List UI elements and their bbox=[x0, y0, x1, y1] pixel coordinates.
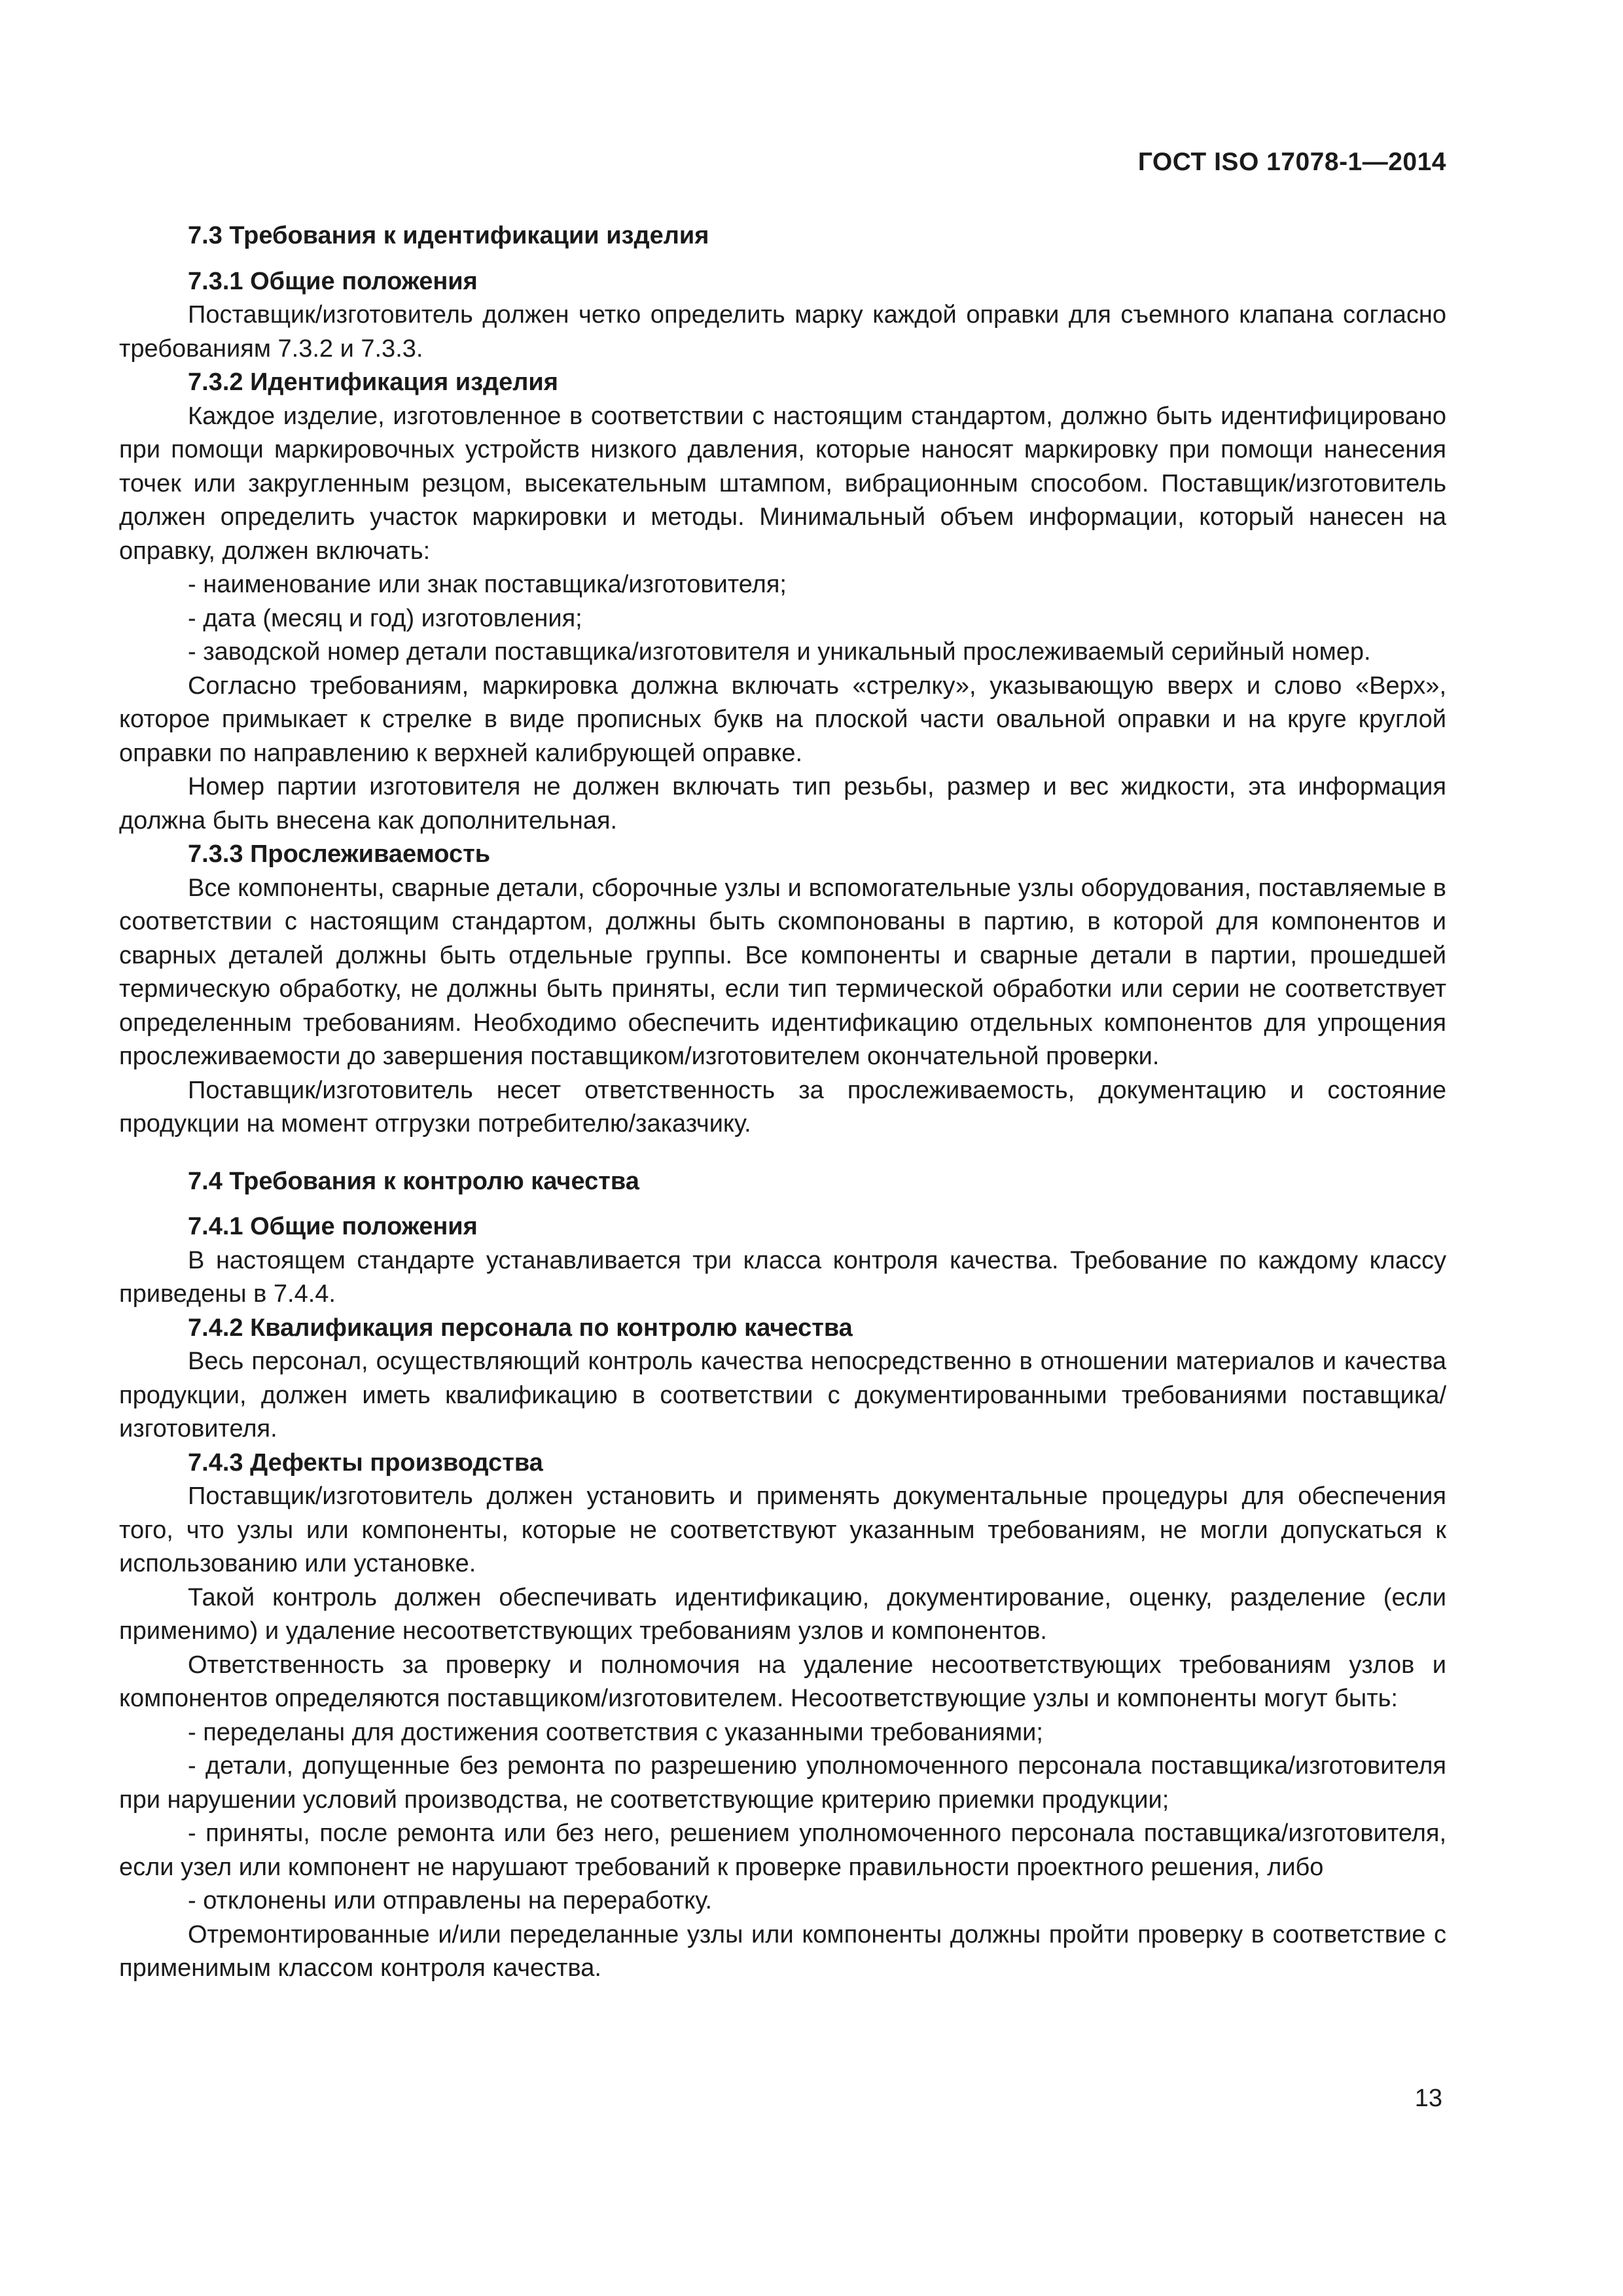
section-7-3-heading: 7.3 Требования к идентификации изделия bbox=[188, 222, 709, 249]
paragraph: Все компоненты, сварные детали, сборочные узлы и вспомогательные узлы оборудования, поставляемые в соответствии с настоящим стандартом, должны быть скомпонованы в партию, в которой для компонентов и сварных деталей должны быть отдельные группы. Все компоненты и сварные детали в партии, прошедшей термическую обработку, не должны быть приняты, если тип термической обработки или серии не соответствует определенным требованиям. Необходимо обеспечить идентификацию отдельных компонентов для упрощения прослеживаемости до завершения поставщиком/изготовителем окончательной проверки. bbox=[119, 874, 1446, 1070]
section-7-3-1-heading: 7.3.1 Общие положения bbox=[188, 267, 478, 295]
paragraph: Номер партии изготовителя не должен включать тип резьбы, размер и вес жидкости, эта информация должна быть внесена как дополнительная. bbox=[119, 773, 1446, 834]
document-id-header: ГОСТ ISO 17078-1—2014 bbox=[1137, 148, 1446, 176]
paragraph: Весь персонал, осуществляющий контроль качества непосредственно в отношении материалов и качества продукции, должен иметь квалификацию в соответствии с документированными требованиями поставщика/изготовителя. bbox=[119, 1348, 1446, 1443]
list-item: - отклонены или отправлены на переработку. bbox=[188, 1887, 713, 1914]
paragraph: Отремонтированные и/или переделанные узлы или компоненты должны пройти проверку в соответствие с применимым классом контроля качества. bbox=[119, 1920, 1446, 1982]
list-item: - переделаны для достижения соответствия с указанными требованиями; bbox=[188, 1718, 1043, 1746]
paragraph: Такой контроль должен обеспечивать идентификацию, документирование, оценку, разделение (если применимо) и удаление несоответствующих требованиям узлов и компонентов. bbox=[119, 1583, 1446, 1645]
page-body bbox=[119, 219, 1446, 1986]
section-7-4-3-heading: 7.4.3 Дефекты производства bbox=[188, 1448, 543, 1477]
paragraph: Каждое изделие, изготовленное в соответствии с настоящим стандартом, должно быть идентифицировано при помощи маркировочных устройств низкого давления, которые наносят маркировку при помощи нанесения точек или закругленным резцом, высекательным штампом, вибрационным способом. Поставщик/изготовитель должен определить участок маркировки и методы. Минимальный объем информации, который нанесен на оправку, должен включать: bbox=[119, 402, 1446, 565]
paragraph: В настоящем стандарте устанавливается три класса контроля качества. Требование по каждому классу приведены в 7.4.4. bbox=[119, 1246, 1446, 1308]
list-item: - заводской номер детали поставщика/изготовителя и уникальный прослеживаемый серийный номер. bbox=[188, 638, 1371, 666]
list-item: - приняты, после ремонта или без него, решением уполномоченного персонала поставщика/изготовителя, если узел или компонент не нарушают требований к проверке правильности проектного решения, либо bbox=[119, 1820, 1446, 1881]
list-item: - дата (месяц и год) изготовления; bbox=[188, 604, 582, 632]
paragraph: Поставщик/изготовитель должен установить и применять документальные процедуры для обеспечения того, что узлы или компоненты, которые не соответствуют указанным требованиям, не могли допускаться к использованию или установке. bbox=[119, 1482, 1446, 1577]
section-7-4-1-heading: 7.4.1 Общие положения bbox=[188, 1213, 478, 1240]
list-item: - детали, допущенные без ремонта по разрешению уполномоченного персонала поставщика/изготовителя при нарушении условий производства, не соответствующие критерию приемки продукции; bbox=[119, 1752, 1446, 1814]
paragraph: Поставщик/изготовитель должен четко определить марку каждой оправки для съемного клапана согласно требованиям 7.3.2 и 7.3.3. bbox=[119, 301, 1446, 363]
list-item: - наименование или знак поставщика/изготовителя; bbox=[188, 571, 787, 598]
section-7-3-3-heading: 7.3.3 Прослеживаемость bbox=[188, 840, 491, 868]
section-7-4-heading: 7.4 Требования к контролю качества bbox=[188, 1167, 639, 1195]
page-number: 13 bbox=[1414, 2085, 1442, 2112]
section-7-4-2-heading: 7.4.2 Квалификация персонала по контролю качества bbox=[188, 1314, 853, 1342]
paragraph: Ответственность за проверку и полномочия на удаление несоответствующих требованиям узлов и компонентов определяются поставщиком/изготовителем. Несоответствующие узлы и компоненты могут быть: bbox=[119, 1651, 1446, 1712]
section-7-3-2-heading: 7.3.2 Идентификация изделия bbox=[188, 368, 558, 396]
paragraph: Поставщик/изготовитель несет ответственность за прослеживаемость, документацию и состояние продукции на момент отгрузки потребителю/заказчику. bbox=[119, 1076, 1446, 1138]
paragraph: Согласно требованиям, маркировка должна включать «стрелку», указывающую вверх и слово «Верх», которое примыкает к стрелке в виде прописных букв на плоской части овальной оправки и на круге круглой оправки по направлению к верхней калибрующей оправке. bbox=[119, 672, 1446, 767]
